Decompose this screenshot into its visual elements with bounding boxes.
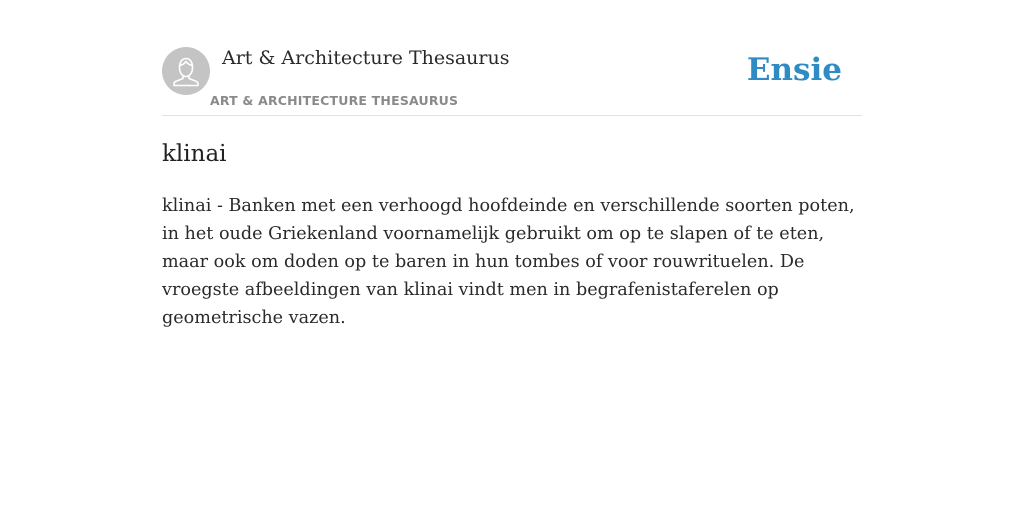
brand-logo-link[interactable]: Ensie — [746, 52, 842, 88]
author-subtitle: ART & ARCHITECTURE THESAURUS — [210, 93, 459, 108]
user-silhouette-icon — [162, 47, 210, 95]
term-title: klinai — [162, 141, 227, 167]
author-avatar[interactable] — [162, 47, 210, 95]
entry-card — [162, 0, 862, 328]
entry-header — [162, 0, 862, 116]
term-definition: klinai - Banken met een verhoogd hoofdeinde en verschillende soorten poten, in het oude Griekenland voornamelijk gebruikt om op te slapen of te eten, maar ook om doden op te baren in hun tombes of voor rouwrituelen. De vroegste afbeeldingen van klinai vindt men in begrafenistaferelen op geometrische vazen. — [162, 196, 855, 328]
author-name[interactable]: Art & Architecture Thesaurus — [222, 47, 510, 69]
